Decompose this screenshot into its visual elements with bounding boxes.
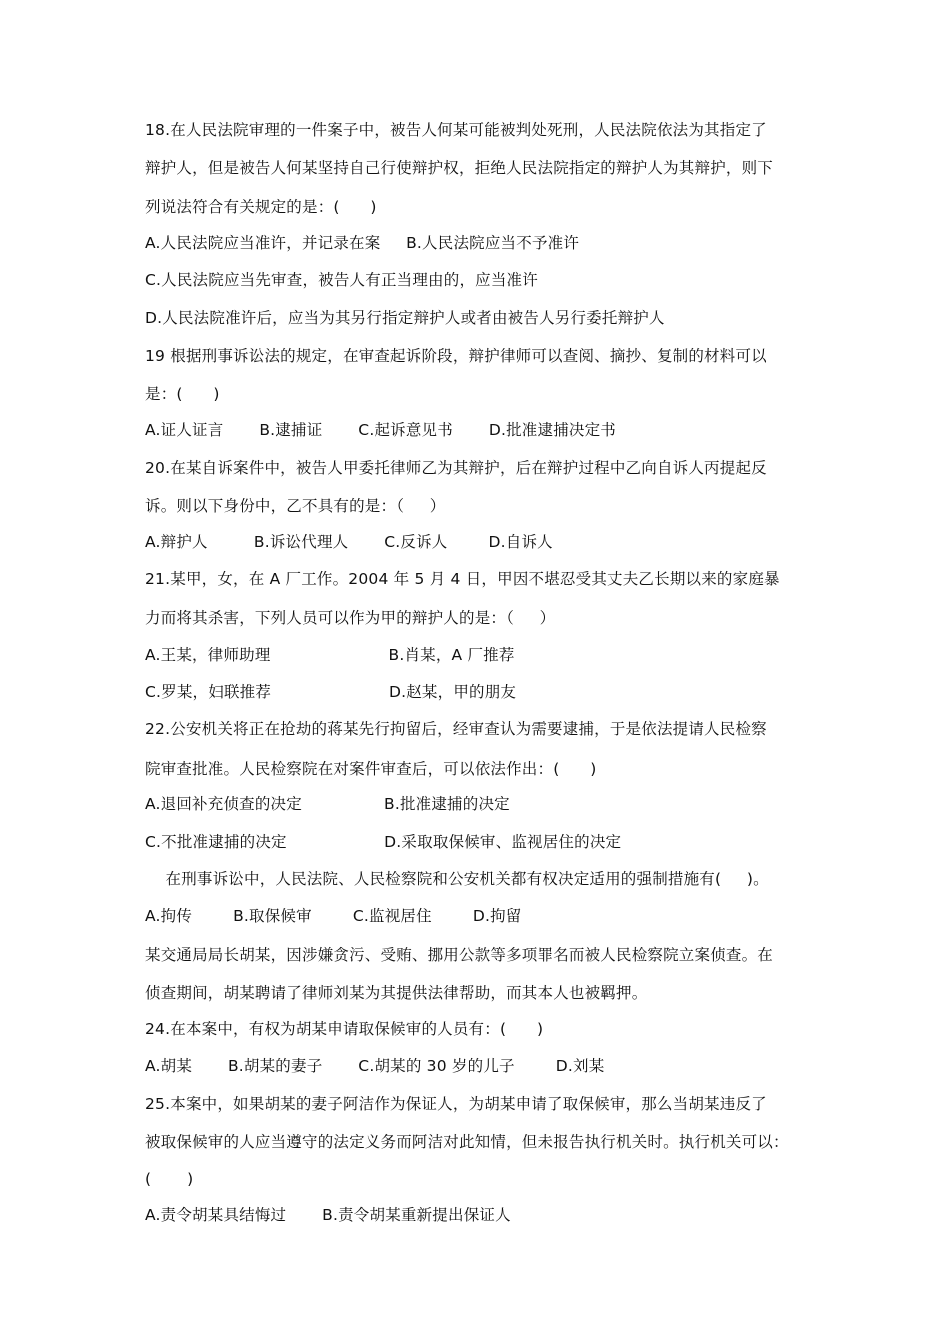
text-line: A.辩护人 B.诉讼代理人 C.反诉人 D.自诉人 bbox=[145, 533, 553, 551]
text-line: 21.某甲，女，在 A 厂工作。2004 年 5 月 4 日，甲因不堪忍受其丈夫乙长期以来的家庭暴 bbox=[145, 570, 780, 588]
text-line: 19 根据刑事诉讼法的规定，在审查起诉阶段，辩护律师可以查阅、摘抄、复制的材料可以 bbox=[145, 347, 767, 365]
text-line: D.人民法院准许后，应当为其另行指定辩护人或者由被告人另行委托辩护人 bbox=[145, 309, 665, 327]
text-line: 25.本案中，如果胡某的妻子阿洁作为保证人，为胡某申请了取保候审，那么当胡某违反了 bbox=[145, 1095, 767, 1113]
text-line: 力而将其杀害，下列人员可以作为甲的辩护人的是：（ ） bbox=[145, 609, 556, 627]
text-line: 是：( ) bbox=[145, 385, 220, 403]
text-line: 诉。则以下身份中，乙不具有的是：（ ） bbox=[145, 497, 446, 515]
text-line: 院审查批准。人民检察院在对案件审查后，可以依法作出：( ) bbox=[145, 760, 597, 778]
text-line: 22.公安机关将正在抢劫的蒋某先行拘留后，经审查认为需要逮捕，于是依法提请人民检察 bbox=[145, 720, 767, 738]
text-line: C.罗某，妇联推荐 D.赵某，甲的朋友 bbox=[145, 683, 517, 701]
text-line: A.人民法院应当准许，并记录在案 B.人民法院应当不予准许 bbox=[145, 234, 580, 252]
text-line: A.胡某 B.胡某的妻子 C.胡某的 30 岁的儿子 D.刘某 bbox=[145, 1057, 605, 1075]
text-line: 侦查期间，胡某聘请了律师刘某为其提供法律帮助，而其本人也被羁押。 bbox=[145, 984, 648, 1002]
text-line: A.王某，律师助理 B.肖某，A 厂推荐 bbox=[145, 646, 515, 664]
text-line: A.责令胡某具结悔过 B.责令胡某重新提出保证人 bbox=[145, 1206, 511, 1224]
text-line: ( ) bbox=[145, 1170, 194, 1188]
text-line: 在刑事诉讼中，人民法院、人民检察院和公安机关都有权决定适用的强制措施有( )。 bbox=[145, 870, 769, 888]
text-line: C.人民法院应当先审查，被告人有正当理由的，应当准许 bbox=[145, 271, 538, 289]
text-line: 被取保候审的人应当遵守的法定义务而阿洁对此知情，但未报告执行机关时。执行机关可以： bbox=[145, 1133, 789, 1151]
text-line: C.不批准逮捕的决定 D.采取取保候审、监视居住的决定 bbox=[145, 833, 622, 851]
text-line: 20.在某自诉案件中，被告人甲委托律师乙为其辩护，后在辩护过程中乙向自诉人丙提起反 bbox=[145, 459, 767, 477]
text-line: 辩护人，但是被告人何某坚持自己行使辩护权，拒绝人民法院指定的辩护人为其辩护，则下 bbox=[145, 159, 774, 177]
text-line: A.退回补充侦查的决定 B.批准逮捕的决定 bbox=[145, 795, 510, 813]
text-line: 24.在本案中，有权为胡某申请取保候审的人员有：( ) bbox=[145, 1020, 544, 1038]
text-line: A.证人证言 B.逮捕证 C.起诉意见书 D.批准逮捕决定书 bbox=[145, 421, 616, 439]
text-line: 列说法符合有关规定的是：( ) bbox=[145, 198, 377, 216]
text-line: 某交通局局长胡某，因涉嫌贪污、受贿、挪用公款等多项罪名而被人民检察院立案侦查。在 bbox=[145, 946, 774, 964]
text-line: A.拘传 B.取保候审 C.监视居住 D.拘留 bbox=[145, 907, 522, 925]
text-line: 18.在人民法院审理的一件案子中，被告人何某可能被判处死刑，人民法院依法为其指定了 bbox=[145, 121, 767, 139]
